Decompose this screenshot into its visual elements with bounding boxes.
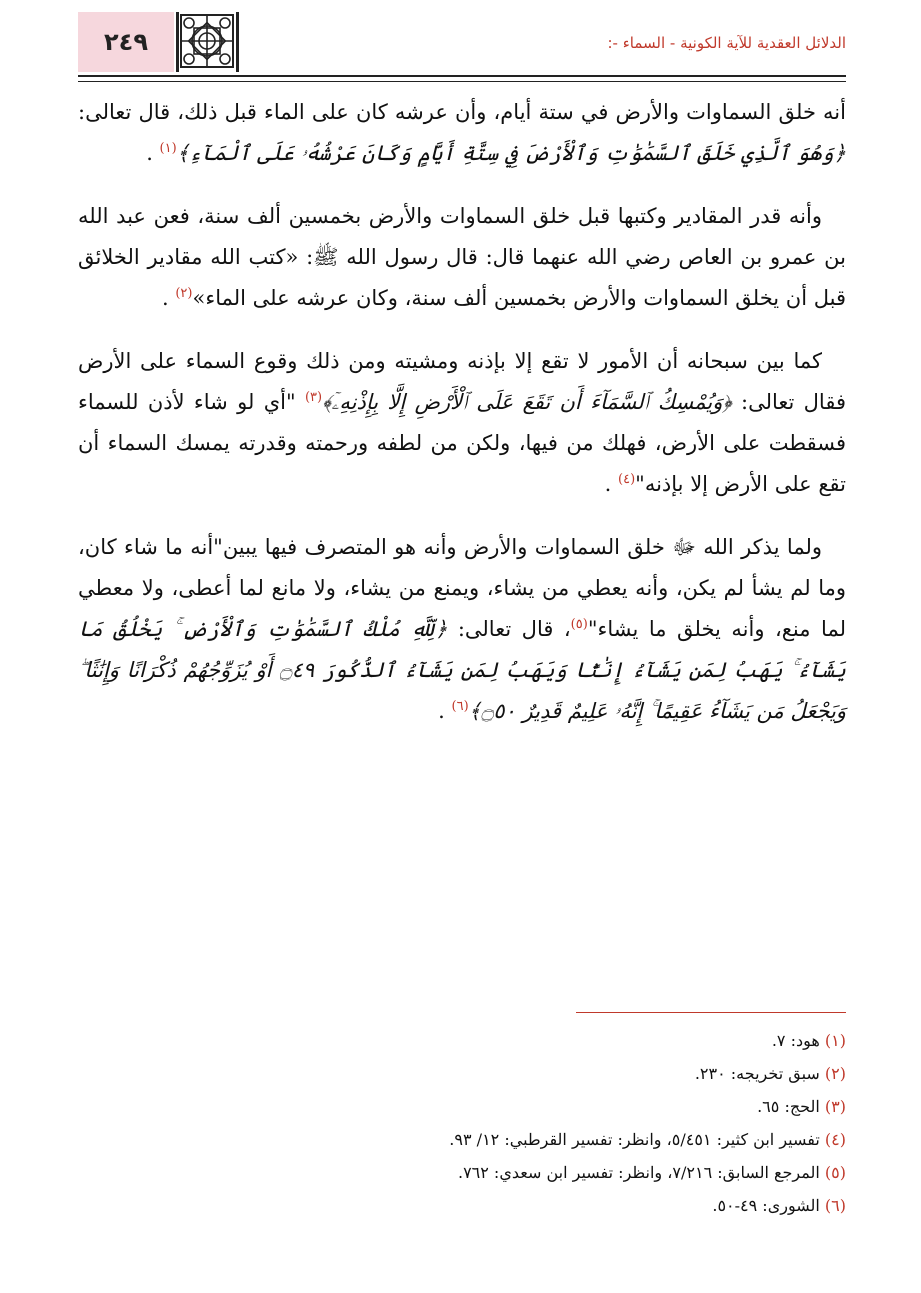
quran-verse: ﴿وَيُمْسِكُ ٱلسَّمَآءَ أَن تَقَعَ عَلَى ٱلْأَرْضِ إِلَّا بِإِذْنِهِۦٓ﴾ xyxy=(322,390,732,414)
text-run: أنه خلق السماوات والأرض في ستة أيام، وأن عرشه كان على الماء قبل ذلك، قال تعالى: xyxy=(78,100,846,124)
quran-verse: ﴿وَهُوَ ٱلَّذِي خَلَقَ ٱلسَّمَٰوَٰتِ وَٱلْأَرْضَ فِي سِتَّةِ أَيَّامٍ وَكَانَ عَرْشُهُۥ عَلَى ٱلْمَآءِ﴾ xyxy=(176,141,846,165)
text-run: . xyxy=(161,286,176,310)
footnote xyxy=(78,1057,846,1090)
book-title: الدلائل العقدية للآية الكونية - السماء -: xyxy=(607,34,846,52)
text-run: . xyxy=(604,472,619,496)
footnote-ref: (٦) xyxy=(451,699,469,714)
footnote-number: (٤) xyxy=(824,1130,846,1149)
footnote-ref: (٢) xyxy=(175,286,193,301)
paragraph xyxy=(78,341,846,505)
footnote-text: هود: ٧. xyxy=(771,1031,820,1050)
page-number: ٢٤٩ xyxy=(78,12,174,72)
footnote-text: المرجع السابق: ٧/٢١٦، وانظر: تفسير ابن سعدي: ٧٦٢. xyxy=(457,1163,820,1182)
footnote-number: (١) xyxy=(824,1031,846,1050)
header-rule-thin xyxy=(78,81,846,82)
footnote xyxy=(78,1123,846,1156)
quran-verse: ﴿لِّلَّهِ مُلْكُ ٱلسَّمَٰوَٰتِ وَٱلْأَرْضِ ۚ يَخْلُقُ مَا يَشَآءُ ۚ يَهَبُ لِمَن يَشَآءُ إِنَٰثًا وَيَهَبُ لِمَن يَشَآءُ ٱلذُّكُورَ ۝٤٩ أَوْ يُزَوِّجُهُمْ ذُكْرَانًا وَإِنَٰثًا ۖ وَيَجْعَلُ مَن يَشَآءُ عَقِيمًا ۚ إِنَّهُۥ عَلِيمٌ قَدِيرٌ ۝٥٠﴾ xyxy=(78,617,846,723)
footnote-text: الشورى: ٤٩-٥٠. xyxy=(712,1196,820,1215)
footnote-ref: (١) xyxy=(159,141,177,156)
footnote-separator xyxy=(576,1012,846,1013)
footnote xyxy=(78,1090,846,1123)
footnote-text: الحج: ٦٥. xyxy=(757,1097,820,1116)
header-divider-right xyxy=(236,12,239,72)
text-run: . xyxy=(438,699,452,723)
footnote xyxy=(78,1024,846,1057)
header-rule xyxy=(78,75,846,77)
text-run: ، قال تعالى: xyxy=(447,617,571,641)
footnote-ref: (٤) xyxy=(618,472,636,487)
footnote-ref: (٥) xyxy=(570,617,588,632)
paragraph xyxy=(78,92,846,174)
text-run: كما بين سبحانه أن الأمور لا تقع إلا بإذنه ومشيته ومن ذلك وقوع السماء على الأرض فقال تعالى: xyxy=(78,349,846,414)
footnotes xyxy=(78,1024,846,1222)
page-header xyxy=(78,12,846,76)
text-run: ولما يذكر الله ﷻ خلق السماوات والأرض وأنه هو المتصرف فيها يبين"أنه ما شاء كان، وما لم يشأ لم يكن، وأنه يعطي من يشاء، ويمنع من يشاء، ولا مانع لما أعطى، ولا معطي لما منع، وأنه يخلق ما يشاء" xyxy=(78,535,846,641)
text-run: وأنه قدر المقادير وكتبها قبل خلق السماوات والأرض بخمسين ألف سنة، فعن عبد الله بن عمرو بن العاص رضي الله عنهما قال: قال رسول الله ﷺ: «كتب الله مقادير الخلائق قبل أن يخلق السماوات والأرض بخمسين ألف سنة، وكان عرشه على الماء» xyxy=(78,204,846,310)
footnote-number: (٢) xyxy=(824,1064,846,1083)
footnote-ref: (٣) xyxy=(304,390,323,405)
ornament-icon xyxy=(178,12,236,70)
footnote-number: (٥) xyxy=(824,1163,846,1182)
main-text xyxy=(78,92,846,754)
text-run: . xyxy=(146,141,160,165)
footnote xyxy=(78,1189,846,1222)
footnote xyxy=(78,1156,846,1189)
footnote-number: (٣) xyxy=(824,1097,846,1116)
paragraph xyxy=(78,196,846,319)
footnote-text: تفسير ابن كثير: ٥/٤٥١، وانظر: تفسير القرطبي: ١٢/ ٩٣. xyxy=(449,1130,820,1149)
text-run: "أي لو شاء لأذن للسماء فسقطت على الأرض، فهلك من فيها، ولكن من لطفه ورحمته وقدرته يمسك السماء أن تقع على الأرض إلا بإذنه" xyxy=(78,390,846,496)
footnote-text: سبق تخريجه: ٢٣٠. xyxy=(694,1064,820,1083)
footnote-number: (٦) xyxy=(824,1196,846,1215)
paragraph xyxy=(78,527,846,732)
